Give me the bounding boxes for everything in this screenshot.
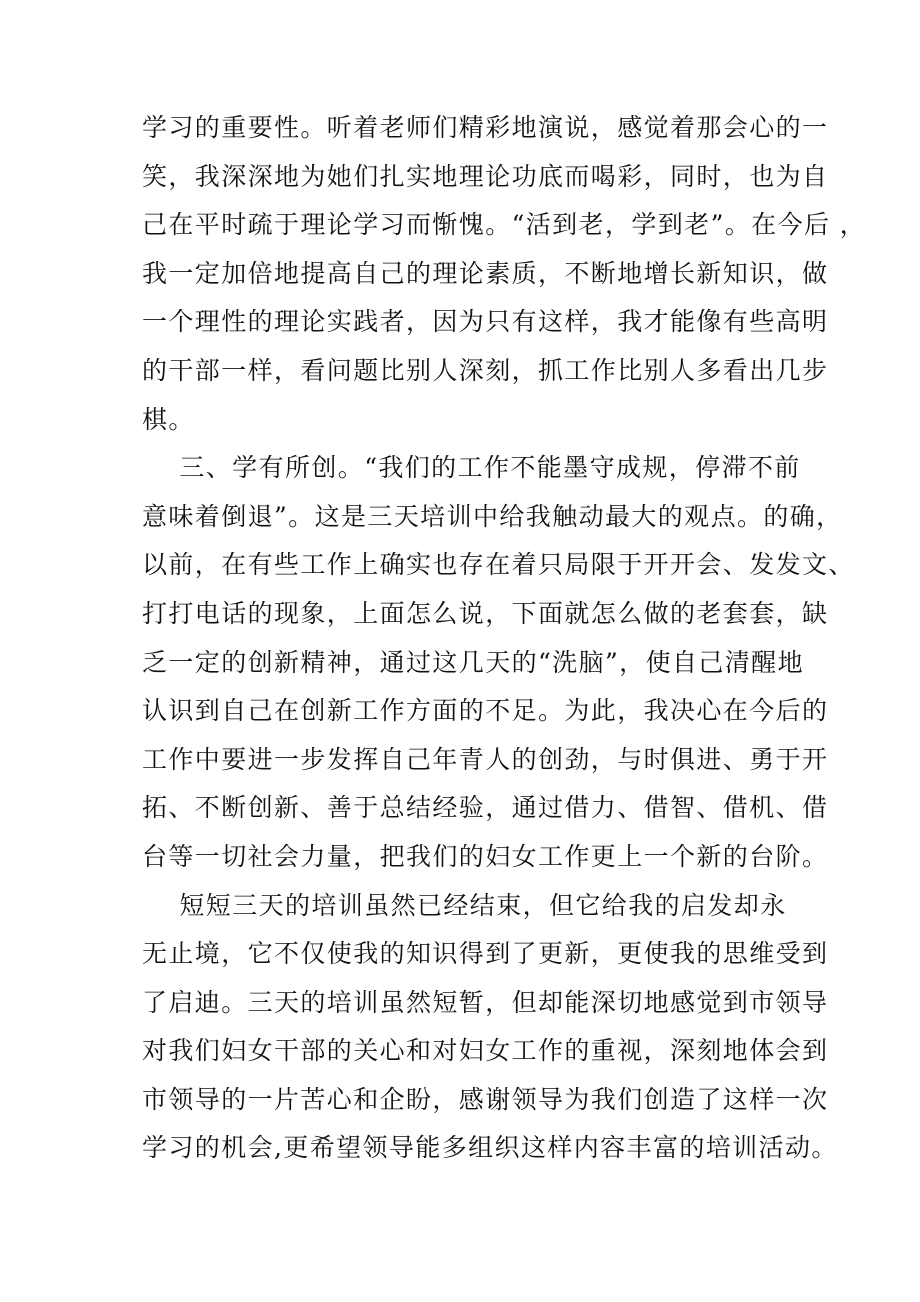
text-line: 打打电话的现象，上面怎么说，下面就怎么做的老套套，缺 — [142, 598, 829, 628]
text-line: 的干部一样，看问题比别人深刻，抓工作比别人多看出几步 — [142, 355, 829, 385]
paragraph-start-line: 短短三天的培训虽然已经结束，但它给我的启发却永 — [142, 890, 787, 920]
text-line: 我一定加倍地提高自己的理论素质，不断地增长新知识，做 — [142, 258, 829, 288]
text-line: 工作中要进一步发挥自己年青人的创劲，与时俱进、勇于开 — [142, 744, 829, 774]
text-line: 棋。 — [142, 404, 195, 434]
text-line: 对我们妇女干部的关心和对妇女工作的重视，深刻地体会到 — [142, 1036, 829, 1066]
text-line: 拓、不断创新、善于总结经验，通过借力、借智、借机、借 — [142, 793, 829, 823]
section-heading-line: 三、学有所创。“我们的工作不能墨守成规，停滞不前 — [142, 453, 801, 483]
text-line: 台等一切社会力量，把我们的妇女工作更上一个新的台阶。 — [142, 841, 829, 871]
text-line: 以前，在有些工作上确实也存在着只局限于开开会、发发文、 — [142, 550, 855, 580]
text-line: 无止境，它不仅使我的知识得到了更新，更使我的思维受到 — [142, 939, 829, 969]
text-line: 意味着倒退”。这是三天培训中给我触动最大的观点。的确， — [142, 501, 843, 531]
text-line: 乏一定的创新精神，通过这几天的“洗脑”，使自己清醒地 — [142, 647, 804, 677]
text-line: 己在平时疏于理论学习而惭愧。“活到老，学到老”。在今后 ， — [142, 210, 867, 240]
text-line: 学习的重要性。听着老师们精彩地演说，感觉着那会心的一 — [142, 113, 829, 142]
text-line: 笑，我深深地为她们扎实地理论功底而喝彩，同时，也为自 — [142, 161, 829, 191]
text-line: 市领导的一片苦心和企盼，感谢领导为我们创造了这样一次 — [142, 1084, 829, 1114]
text-line: 了启迪。三天的培训虽然短暂，但却能深切地感觉到市领导 — [142, 987, 829, 1017]
text-line: 认识到自己在创新工作方面的不足。为此，我决心在今后的 — [142, 696, 829, 726]
body-text — [142, 104, 867, 1173]
text-line: 一个理性的理论实践者，因为只有这样，我才能像有些高明 — [142, 307, 829, 337]
text-line: 学习的机会,更希望领导能多组织这样内容丰富的培训活动。 — [142, 1133, 838, 1163]
